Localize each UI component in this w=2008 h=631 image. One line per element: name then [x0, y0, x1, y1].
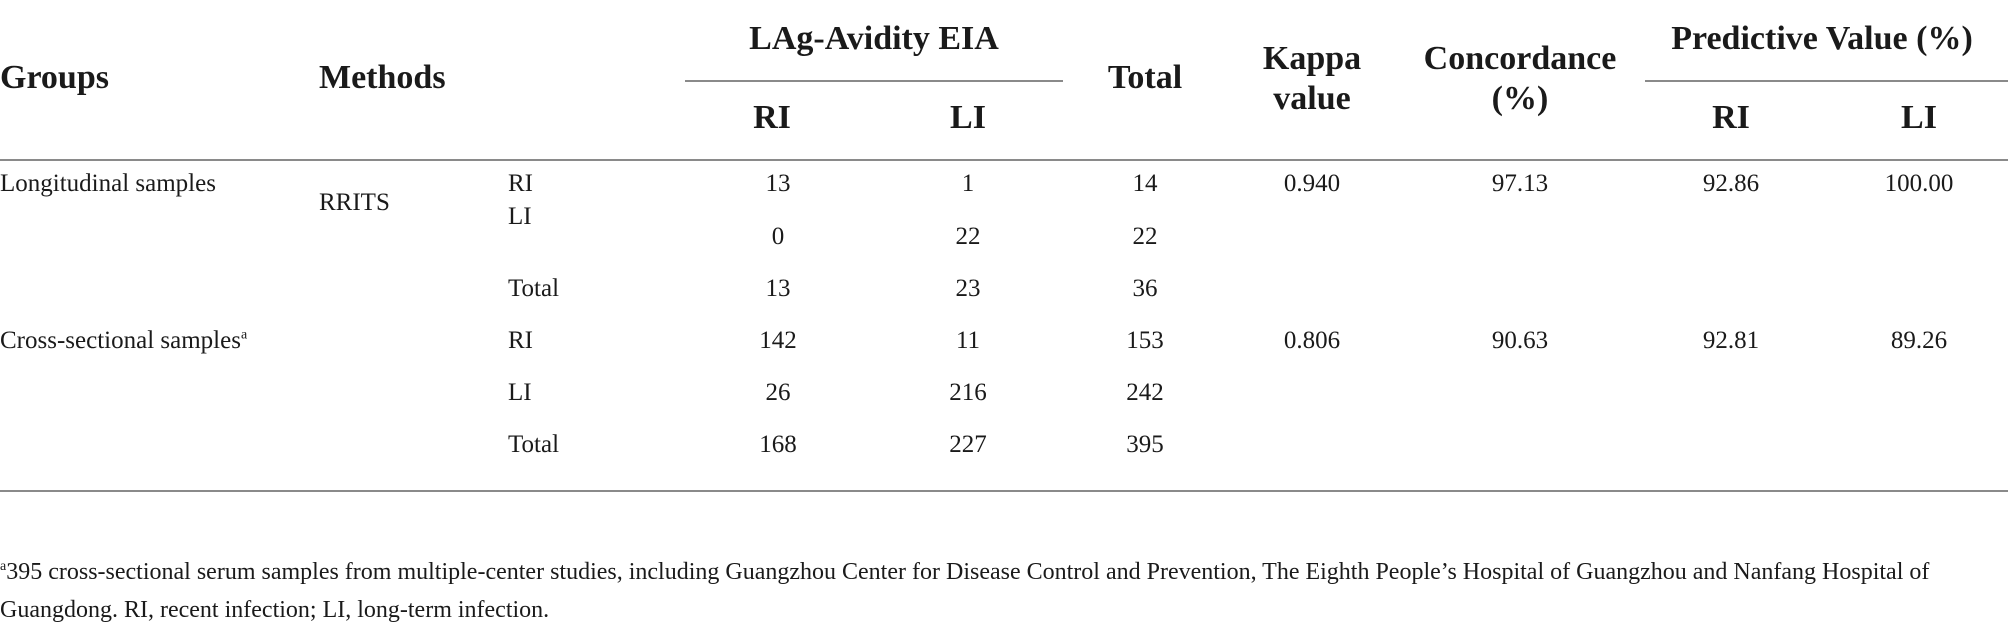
cell-concordance: 90.63 [1491, 327, 1549, 354]
cell-total: 242 [1126, 379, 1164, 406]
header-rule [0, 159, 2008, 161]
group-longitudinal: Longitudinal samples [0, 170, 216, 197]
sub-label: LI [508, 379, 532, 406]
cell-ri: 13 [765, 170, 791, 197]
cell-pred-li: 100.00 [1884, 170, 1954, 197]
cell-total: 22 [1132, 223, 1158, 250]
cell-ri: 168 [759, 431, 797, 458]
header-concordance-line2: (%) [1491, 80, 1549, 117]
cell-pred-li: 89.26 [1890, 327, 1948, 354]
footnote [0, 553, 1960, 629]
header-lag-avidity: LAg-Avidity EIA [749, 20, 999, 57]
cell-ri: 13 [765, 275, 791, 302]
cell-total: 14 [1132, 170, 1158, 197]
header-predictive-divider [1645, 80, 2008, 82]
sub-label: RI [508, 170, 533, 197]
group-cross-sectional-label: Cross-sectional samples [0, 327, 241, 354]
cell-li: 23 [955, 275, 981, 302]
table-bottom-rule [0, 490, 2008, 492]
header-total: Total [1107, 59, 1183, 96]
cell-kappa: 0.940 [1283, 170, 1341, 197]
header-methods: Methods [319, 59, 446, 96]
cell-ri: 0 [771, 223, 785, 250]
header-concordance-line1: Concordance [1423, 40, 1617, 77]
cell-li: 1 [961, 170, 975, 197]
header-kappa-line1: Kappa [1262, 40, 1362, 77]
method-rrits: RRITS [319, 189, 390, 216]
cell-pred-ri: 92.86 [1702, 170, 1760, 197]
cell-ri: 142 [759, 327, 797, 354]
cell-total: 153 [1126, 327, 1164, 354]
header-pred-li: LI [1901, 99, 1937, 136]
cell-pred-ri: 92.81 [1702, 327, 1760, 354]
sub-label: Total [508, 275, 560, 302]
footnote-text: 395 cross-sectional serum samples from multiple-center studies, including Guangzhou Center for Disease Control and Prevention, The Eighth People’s Hospital of Guangzhou and Nanfang Hospital of Guangdong. RI, recent infection; LI, long-term infection. [0, 559, 1930, 623]
header-groups: Groups [0, 59, 109, 96]
header-pred-ri: RI [1712, 99, 1750, 136]
cell-concordance: 97.13 [1491, 170, 1549, 197]
sub-label: Total [508, 431, 560, 458]
cell-li: 227 [949, 431, 987, 458]
cell-li: 22 [955, 223, 981, 250]
sub-label: LI [508, 203, 532, 230]
sub-label: RI [508, 327, 533, 354]
header-predictive: Predictive Value (%) [1671, 20, 1973, 57]
cell-li: 11 [955, 327, 981, 354]
cell-total: 395 [1126, 431, 1164, 458]
footnote-marker: a [240, 327, 248, 343]
header-lag-divider [685, 80, 1063, 82]
cell-li: 216 [949, 379, 987, 406]
group-cross-sectional [0, 327, 247, 355]
header-kappa-line2: value [1273, 80, 1351, 117]
cell-total: 36 [1132, 275, 1158, 302]
header-lag-li: LI [950, 99, 986, 136]
cell-kappa: 0.806 [1283, 327, 1341, 354]
cell-ri: 26 [765, 379, 791, 406]
header-lag-ri: RI [753, 99, 791, 136]
footnote-marker: a [0, 559, 7, 574]
